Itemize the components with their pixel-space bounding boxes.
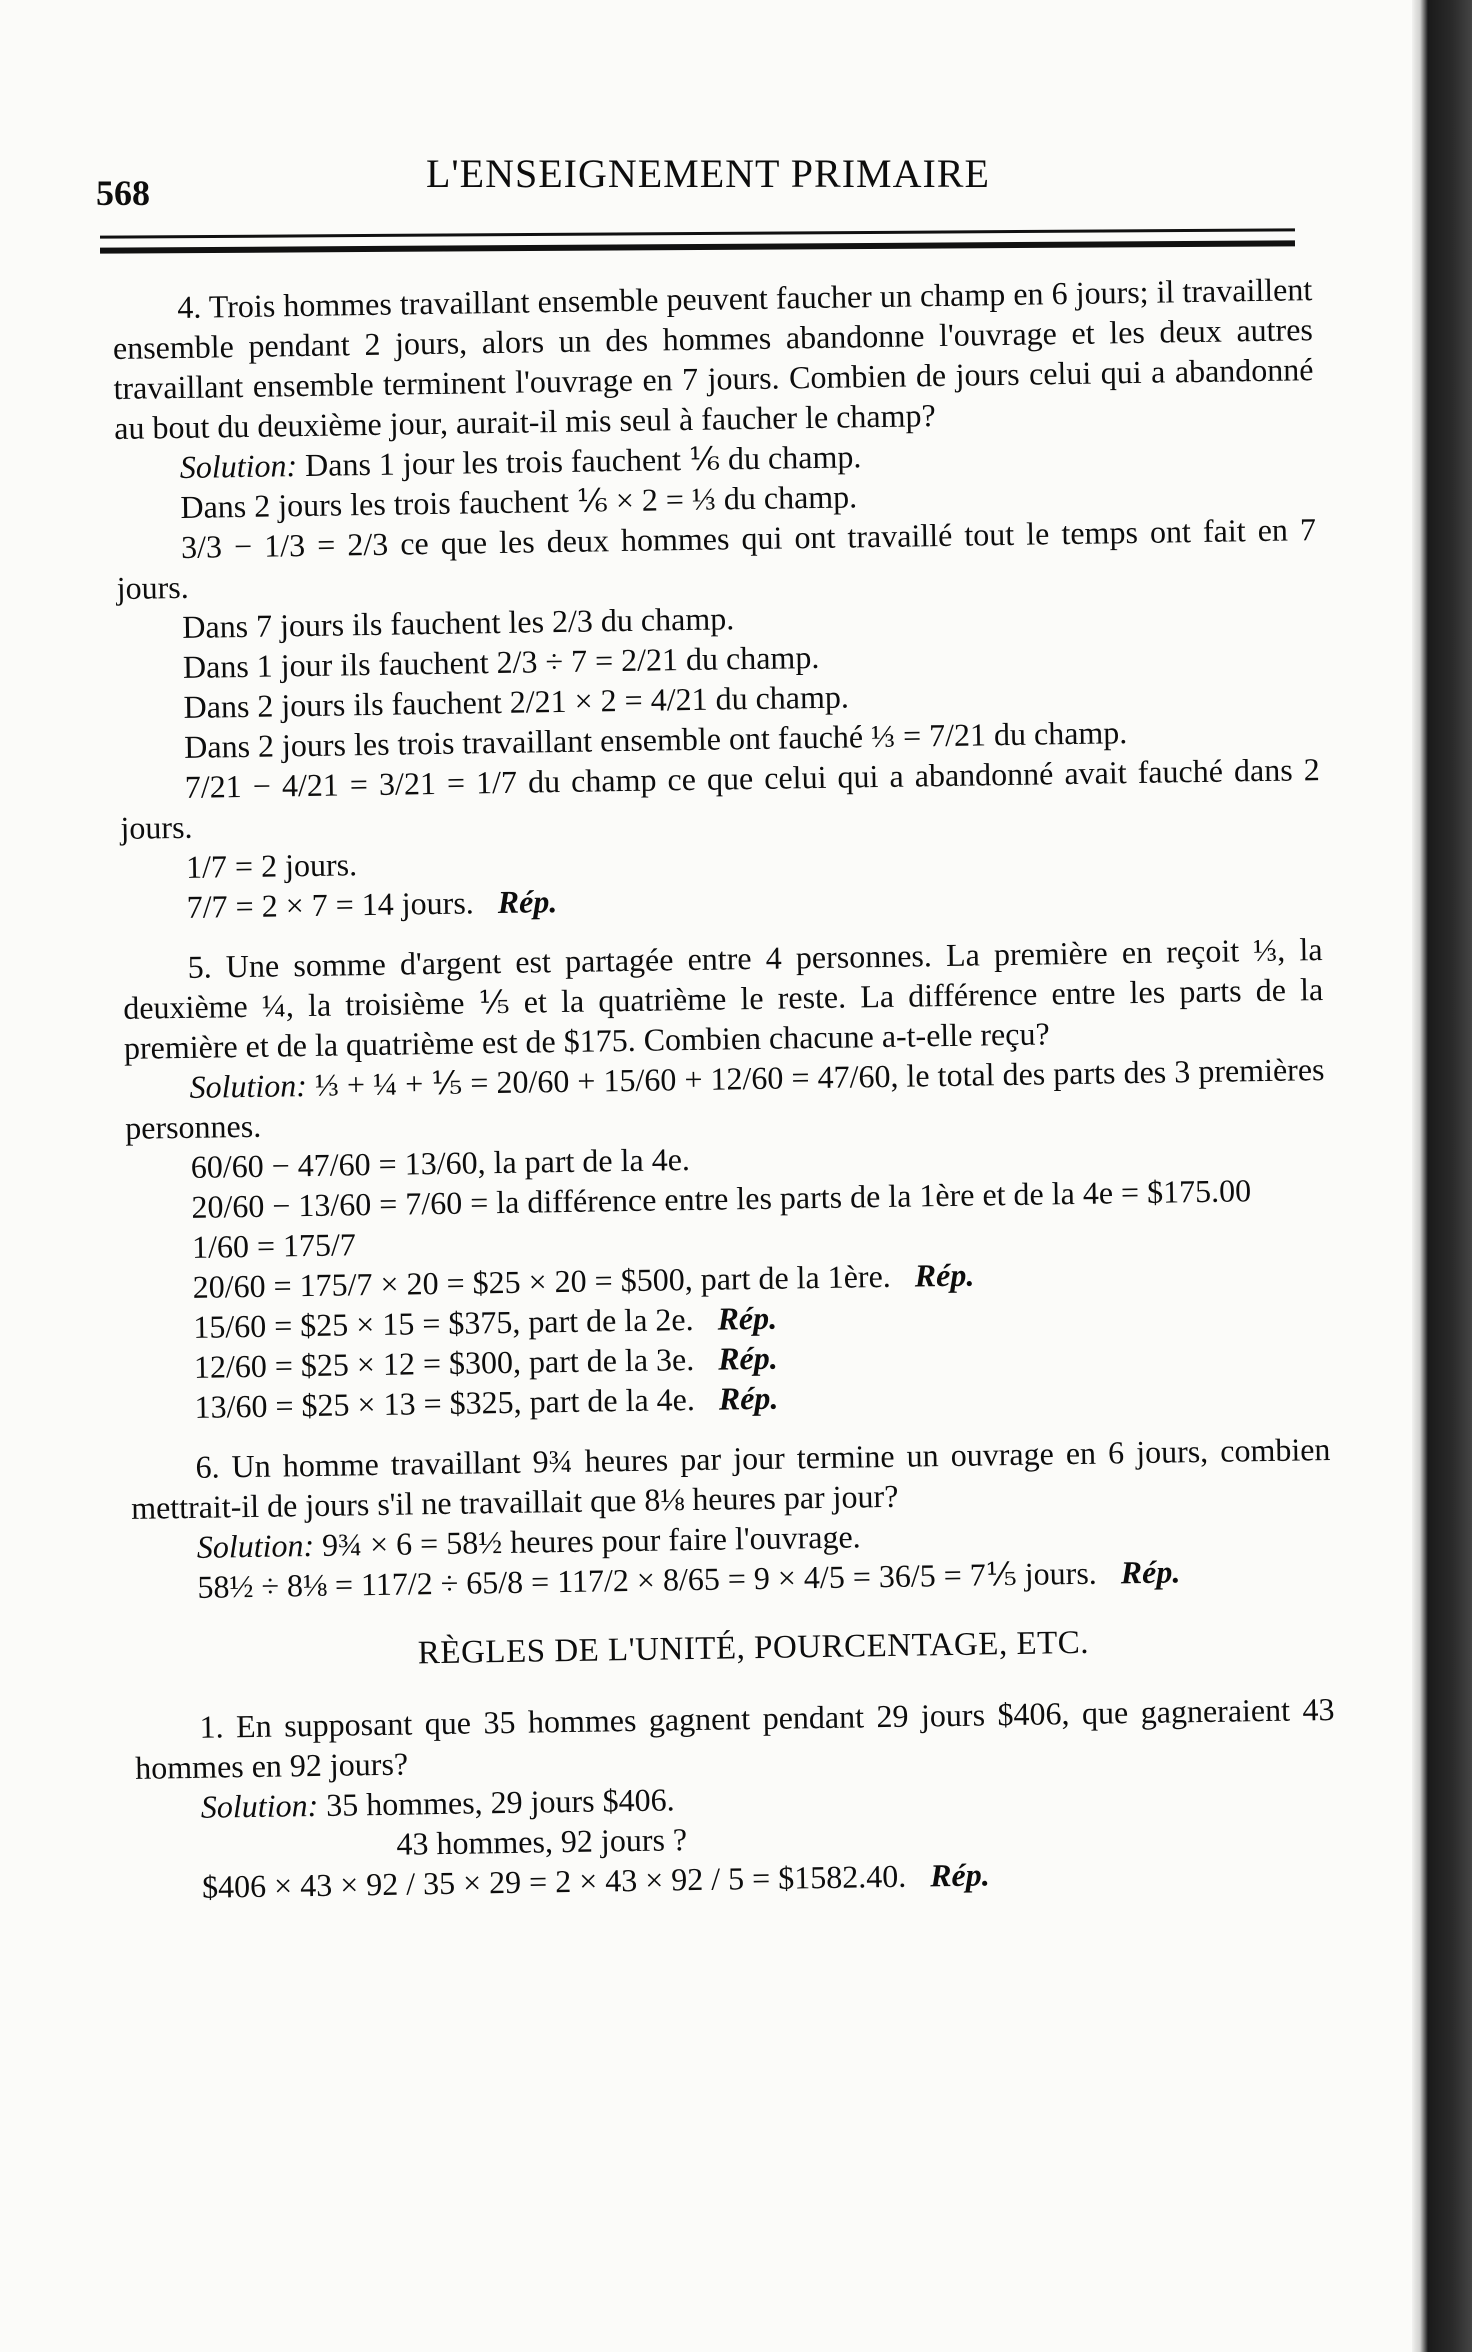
solution-text: ⅓ + ¼ + ⅕ = 20/60 + 15/60 + 12/60 = 47/60, le total des parts des 3 premières personnes. (124, 1051, 1325, 1146)
page-edge-shadow (1412, 0, 1472, 2352)
problem-5-statement: 5. Une somme d'argent est partagée entre 4 personnes. La première en reçoit ⅓, la deuxième ¼, la troisième ⅕ et la quatrième le reste. La différence entre les parts de la première et de la quatrième est de $175. Combien chacune a-t-elle reçu? (123, 931, 1324, 1066)
solution-line: Dans 2 jours les trois travaillant ensemble ont fauché ⅓ = 7/21 du champ. (183, 714, 1128, 765)
rep-label: Rép. (717, 1299, 778, 1337)
rep-label: Rép. (929, 1856, 990, 1894)
solution-line: 20/60 − 13/60 = 7/60 = la différence entre les parts de la 1ère et de la 4e = $175.00 (191, 1172, 1252, 1225)
answer-text: 12/60 = $25 × 12 = $300, part de la 3e. (193, 1340, 695, 1385)
page-number: 568 (96, 173, 150, 213)
solution-label: Solution: (200, 1786, 319, 1825)
solution-line: 1/60 = 175/7 (191, 1226, 357, 1265)
problem-6-statement: 6. Un homme travaillant 9¾ heures par jour termine un ouvrage en 6 jours, combien mettrait-il de jours s'il ne travaillait que 8⅛ heures par jour? (130, 1431, 1331, 1526)
answer-text: $406 × 43 × 92 / 35 × 29 = 2 × 43 × 92 / 5 = $1582.40. (201, 1857, 907, 1905)
section-title: RÈGLES DE L'UNITÉ, POURCENTAGE, ETC. (417, 1624, 1090, 1672)
section-problem-1-statement: 1. En supposant que 35 hommes gagnent pendant 29 jours $406, que gagneraient 43 hommes en 92 jours? (134, 1690, 1335, 1786)
solution-line: Dans 1 jour ils fauchent 2/3 ÷ 7 = 2/21 du champ. (182, 638, 820, 685)
solution-label: Solution: (196, 1526, 315, 1565)
header-rule-thick (100, 240, 1295, 253)
answer-text: 7/7 = 2 × 7 = 14 jours. (186, 884, 475, 925)
page-header (96, 150, 1306, 213)
solution-line: Dans 7 jours ils fauchent les 2/3 du champ. (182, 600, 735, 645)
rep-label: Rép. (1120, 1553, 1181, 1591)
rep-label: Rép. (914, 1256, 975, 1294)
header-rule-thin (100, 228, 1295, 238)
answer-text: 58½ ÷ 8⅛ = 117/2 ÷ 65/8 = 117/2 × 8/65 = 9 × 4/5 = 36/5 = 7⅕ jours. (197, 1554, 1098, 1605)
rep-label: Rép. (717, 1339, 778, 1377)
problem-4-statement: 4. Trois hommes travaillant ensemble peuvent faucher un champ en 6 jours; il travaillent ensemble pendant 2 jours, alors un des hommes abandonne l'ouvrage et les deux autres travaillant ensemble terminent l'ouvrage en 7 jours. Combien de jours celui qui a abandonné au bout du deuxième jour, aurait-il mis seul à faucher le champ? (112, 271, 1314, 446)
answer-text: 15/60 = $25 × 15 = $375, part de la 2e. (193, 1300, 694, 1345)
solution-line: 1/7 = 2 jours. (185, 846, 358, 885)
answer-text: 20/60 = 175/7 × 20 = $25 × 20 = $500, part de la 1ère. (192, 1257, 892, 1305)
solution-line: 7/21 − 4/21 = 3/21 = 1/7 du champ ce que celui qui a abandonné avait fauché dans 2 jours. (120, 751, 1320, 846)
solution-line: 3/3 − 1/3 = 2/3 ce que les deux hommes qui ont travaillé tout le temps ont fait en 7 jours. (116, 511, 1317, 606)
running-title: L'ENSEIGNEMENT PRIMAIRE (426, 151, 990, 196)
solution-text: 9¾ × 6 = 58½ heures pour faire l'ouvrage. (321, 1518, 861, 1563)
answer-text: 13/60 = $25 × 13 = $325, part de la 4e. (194, 1380, 696, 1425)
rep-label: Rép. (718, 1379, 779, 1417)
solution-line: Dans 2 jours ils fauchent 2/21 × 2 = 4/21 du champ. (183, 678, 850, 725)
rep-label: Rép. (497, 883, 558, 921)
solution-line: 43 hommes, 92 jours ? (396, 1821, 688, 1862)
solution-label: Solution: (189, 1067, 308, 1105)
solution-line: Dans 2 jours les trois fauchent ⅙ × 2 = ⅓ du champ. (180, 478, 858, 525)
solution-line: 60/60 − 47/60 = 13/60, la part de la 4e. (190, 1141, 691, 1185)
solution-text: 35 hommes, 29 jours $406. (325, 1781, 675, 1823)
solution-text: Dans 1 jour les trois fauchent ⅙ du champ. (304, 438, 862, 483)
page-body (112, 269, 1337, 1908)
solution-label: Solution: (179, 447, 298, 485)
